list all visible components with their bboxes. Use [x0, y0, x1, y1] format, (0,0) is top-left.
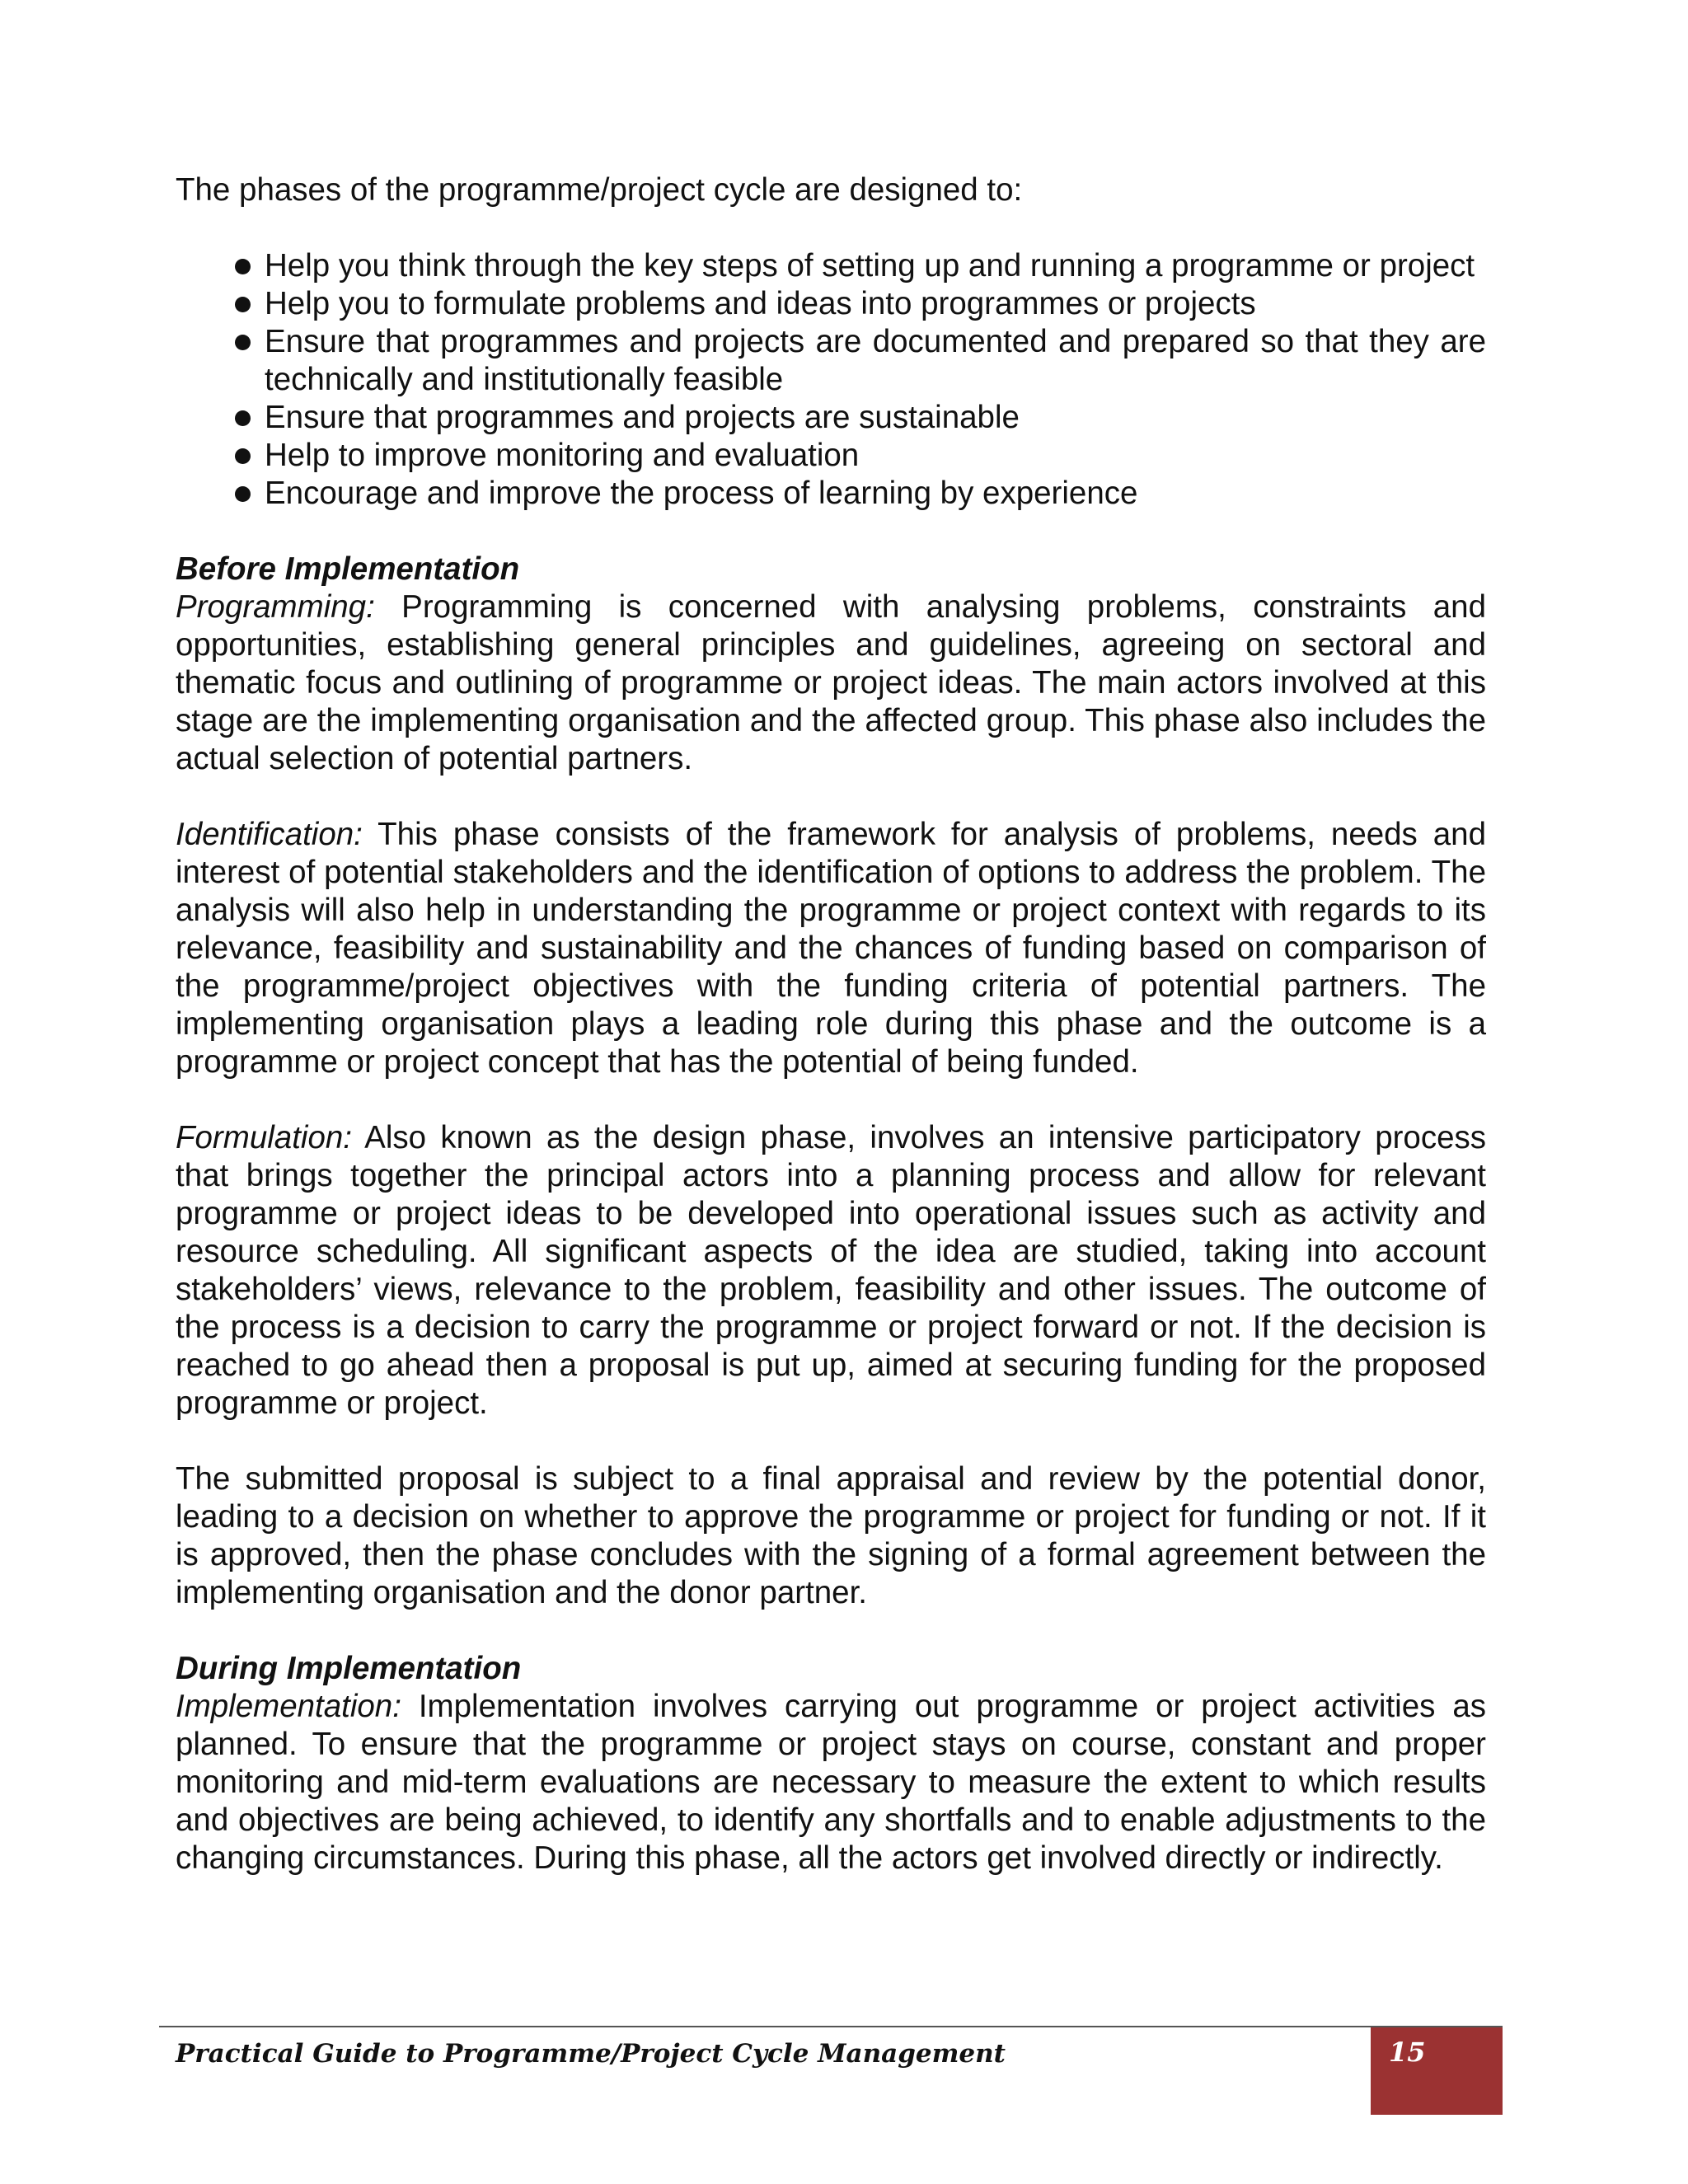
page-number: 15	[1389, 2036, 1426, 2068]
identification-paragraph	[176, 816, 1486, 1081]
bullet-icon	[235, 335, 251, 350]
implementation-term: Implementation:	[176, 1689, 401, 1724]
list-item	[176, 285, 1486, 323]
list-item	[176, 323, 1486, 399]
before-implementation-heading: Before Implementation	[176, 551, 520, 587]
formulation-paragraph	[176, 1119, 1486, 1422]
list-item	[176, 475, 1486, 513]
list-item-text: Help to improve monitoring and evaluation	[265, 438, 860, 473]
programming-paragraph	[176, 588, 1486, 778]
bullet-icon	[235, 259, 251, 274]
footer-title: Practical Guide to Programme/Project Cycle Management	[176, 2039, 1006, 2069]
intro-sentence: The phases of the programme/project cycle are designed to:	[176, 172, 1023, 208]
page-number-badge	[1371, 2027, 1503, 2115]
list-item-text: Ensure that programmes and projects are sustainable	[265, 400, 1020, 435]
during-implementation-heading: During Implementation	[176, 1651, 522, 1686]
list-item	[176, 437, 1486, 475]
identification-term: Identification:	[176, 817, 363, 852]
programming-text: Programming is concerned with analysing problems, constraints and opportunities, establishing general principles and guidelines, agreeing on sectoral and thematic focus and outlining of programme or project ideas. The main actors involved at this stage are the implementing organisation and the affected group. This phase also includes the actual selection of potential partners.	[176, 589, 1486, 776]
appraisal-paragraph: The submitted proposal is subject to a final appraisal and review by the potential donor, leading to a decision on whether to approve the programme or project for funding or not. If it is approved, then the phase concludes with the signing of a formal agreement between the implementing organisation and the donor partner.	[176, 1461, 1486, 1610]
formulation-term: Formulation:	[176, 1120, 352, 1155]
bullet-icon	[235, 486, 251, 502]
bullet-icon	[235, 410, 251, 426]
list-item-text: Ensure that programmes and projects are documented and prepared so that they are technically and institutionally feasible	[265, 324, 1486, 397]
implementation-paragraph	[176, 1688, 1486, 1877]
page-body	[176, 171, 1486, 1915]
list-item-text: Help you think through the key steps of setting up and running a programme or project	[265, 248, 1475, 284]
list-item-text: Help you to formulate problems and ideas into programmes or projects	[265, 286, 1256, 321]
footer-divider	[159, 2026, 1503, 2027]
implementation-text: Implementation involves carrying out programme or project activities as planned. To ensure that the programme or project stays on course, constant and proper monitoring and mid-term evaluations are necessary to measure the extent to which results and objectives are being achieved, to identify any shortfalls and to enable adjustments to the changing circumstances. During this phase, all the actors get involved directly or indirectly.	[176, 1689, 1486, 1876]
formulation-text: Also known as the design phase, involves an intensive participatory process that brings together the principal actors into a planning process and allow for relevant programme or project ideas to be developed into operational issues such as activity and resource scheduling. All significant aspects of the idea are studied, taking into account stakeholders’ views, relevance to the problem, feasibility and other issues. The outcome of the process is a decision to carry the programme or project forward or not. If the decision is reached to go ahead then a proposal is put up, aimed at securing funding for the proposed programme or project.	[176, 1120, 1486, 1421]
identification-text: This phase consists of the framework for analysis of problems, needs and interest of potential stakeholders and the identification of options to address the problem. The analysis will also help in understanding the programme or project context with regards to its relevance, feasibility and sustainability and the chances of funding based on comparison of the programme/project objectives with the funding criteria of potential partners. The implementing organisation plays a leading role during this phase and the outcome is a programme or project concept that has the potential of being funded.	[176, 817, 1486, 1080]
programming-term: Programming:	[176, 589, 375, 625]
list-item-text: Encourage and improve the process of learning by experience	[265, 476, 1138, 511]
phase-purpose-list	[176, 247, 1486, 513]
bullet-icon	[235, 448, 251, 464]
list-item	[176, 399, 1486, 437]
bullet-icon	[235, 297, 251, 312]
list-item	[176, 247, 1486, 285]
